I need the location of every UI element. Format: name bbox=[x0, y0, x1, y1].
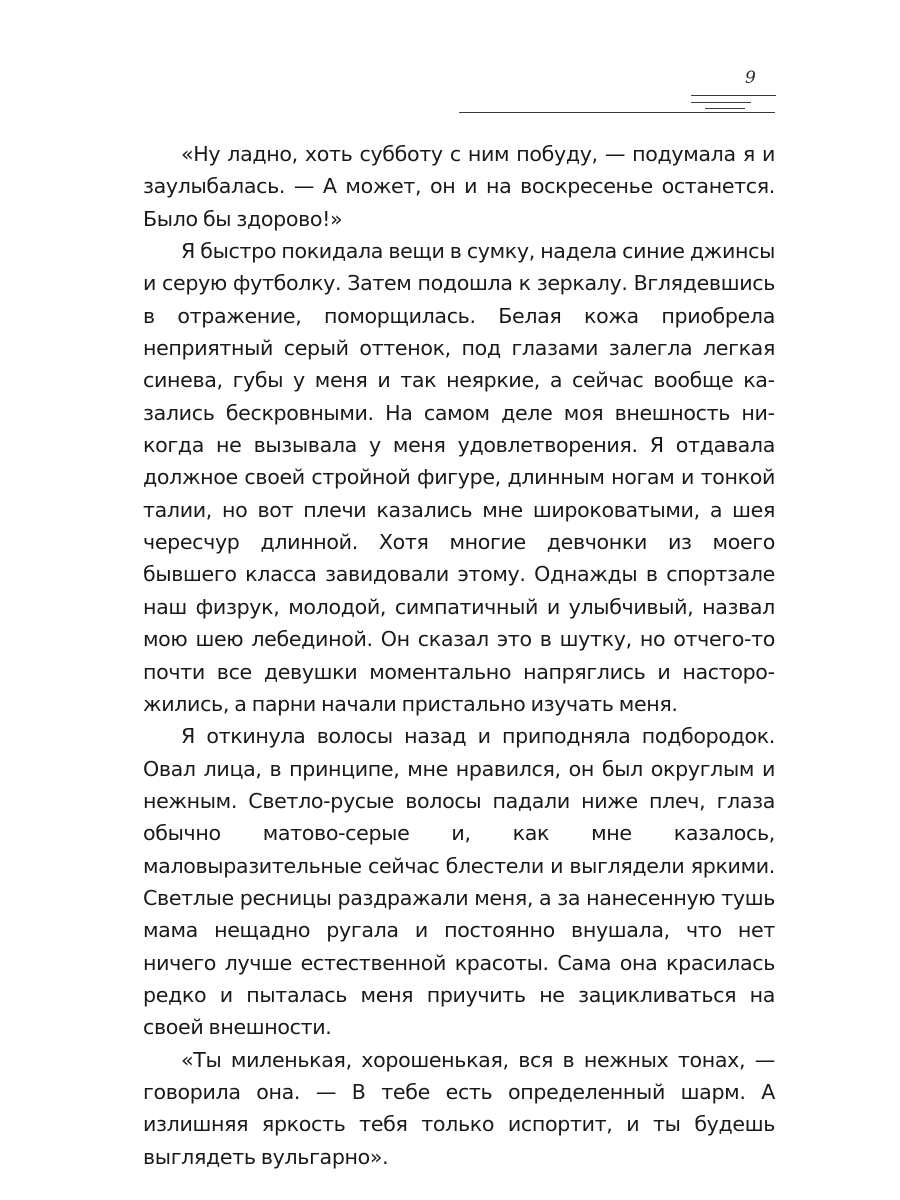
header-rule-short-bottom bbox=[705, 108, 745, 109]
header-rule-short-top bbox=[691, 95, 776, 96]
paragraph: «Ты миленькая, хорошенькая, вся в нежных тонах, — говорила она. — В тебе есть определенный шарм. А излишняя яркость тебя только испортит, и ты будешь выглядеть вульгарно». bbox=[143, 1047, 775, 1169]
header-rule bbox=[459, 112, 775, 113]
header-rule-short-middle bbox=[691, 102, 751, 103]
body-text bbox=[143, 138, 775, 1173]
page-number: 9 bbox=[745, 68, 756, 88]
paragraph: Я откинула волосы назад и приподняла подбородок. Овал лица, в принципе, мне нравился, он был округлым и нежным. Светло-русые волосы падали ниже плеч, глаза обычно матово-серые и, как мне казалось, маловыразительные сейчас блестели и выглядели яркими. Светлые ресницы раздражали меня, а за нанесенную тушь мама нещадно ругала и постоянно внушала, что нет ничего лучше естественной красоты. Сама она красилась редко и пыталась меня приучить не зацикливаться на своей внешности. bbox=[143, 724, 775, 1040]
paragraph: Я быстро покидала вещи в сумку, надела синие джинсы и серую футболку. Затем подошла к зеркалу. Вглядевшись в отражение, поморщилась. Белая кожа приобрела неприятный серый оттенок, под глазами залегла легкая синева, губы у меня и так неяркие, а сейчас вообще казались бескровными. На самом деле моя внешность никогда не вызывала у меня удовлетворения. Я отдавала должное своей стройной фигуре, длинным ногам и тонкой талии, но вот плечи казались мне широковатыми, а шея чересчур длинной. Хотя многие девчонки из моего бывшего класса завидовали этому. Однажды в спортзале наш физрук, молодой, симпатичный и улыбчивый, назвал мою шею лебединой. Он сказал это в шутку, но отчего-то почти все девушки моментально напряглись и насторожились, а парни начали пристально изучать меня. bbox=[143, 239, 775, 716]
paragraph: «Ну ладно, хоть субботу с ним побуду, — подумала я и заулыбалась. — А может, он и на воскресенье останется. Было бы здорово!» bbox=[143, 142, 775, 231]
